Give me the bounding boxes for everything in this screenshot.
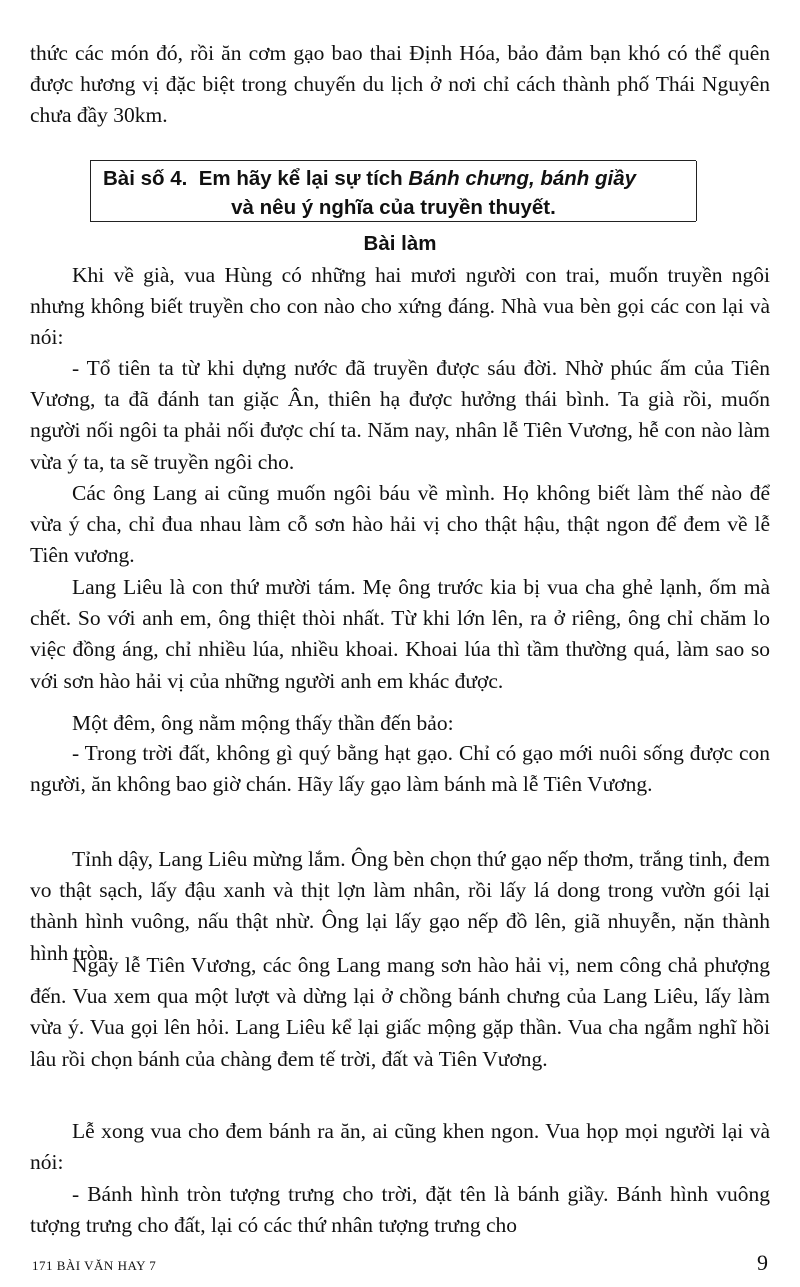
section-heading: Bài làm <box>363 232 437 255</box>
task-line-1 <box>103 166 696 192</box>
paragraph: - Trong trời đất, không gì quý bằng hạt gạo. Chỉ có gạo mới nuôi sống được con người, ăn không bao giờ chán. Hãy lấy gạo làm bánh mà lễ Tiên Vương. <box>30 741 770 797</box>
paragraph: Lang Liêu là con thứ mười tám. Mẹ ông trước kia bị vua cha ghẻ lạnh, ốm mà chết. So với anh em, ông thiệt thòi nhất. Từ khi lớn lên, ra ở riêng, ông chỉ chăm lo việc đồng áng, chỉ nhiều lúa, nhiều khoai. Khoai lúa thì tầm thường quá, làm sao so với sơn hào hải vị của những người anh em khác được. <box>30 575 770 693</box>
footer-book-title: 171 BÀI VĂN HAY 7 <box>32 1258 157 1273</box>
paragraph: - Tổ tiên ta từ khi dựng nước đã truyền được sáu đời. Nhờ phúc ấm của Tiên Vương, ta đã đánh tan giặc Ân, thiên hạ được hưởng thái bình. Ta già rồi, muốn người nối ngôi ta phải nối được chí ta. Năm nay, nhân lễ Tiên Vương, hễ con nào làm vừa ý ta, ta sẽ truyền ngôi cho. <box>30 356 770 474</box>
paragraph: Tỉnh dậy, Lang Liêu mừng lắm. Ông bèn chọn thứ gạo nếp thơm, trắng tinh, đem vo thật sạch, lấy đậu xanh và thịt lợn làm nhân, rồi lấy lá dong trong vườn gói lại thành hình vuông, nấu thật nhừ. Ông lại lấy gạo nếp đồ lên, giã nhuyễn, nặn thành hình tròn. <box>30 847 770 965</box>
paragraph: Khi về già, vua Hùng có những hai mươi người con trai, muốn truyền ngôi nhưng không biết truyền cho con nào cho xứng đáng. Nhà vua bèn gọi các con lại và nói: <box>30 263 770 350</box>
task-box <box>90 160 696 222</box>
paragraph: - Bánh hình tròn tượng trưng cho trời, đặt tên là bánh giầy. Bánh hình vuông tượng trưng cho đất, lại có các thứ nhân tượng trưng cho <box>30 1182 770 1238</box>
task-label: Bài số 4. <box>103 167 188 190</box>
page-number: 9 <box>757 1250 768 1275</box>
paragraph: Ngày lễ Tiên Vương, các ông Lang mang sơn hào hải vị, nem công chả phượng đến. Vua xem qua một lượt và dừng lại ở chồng bánh chưng của Lang Liêu, lấy làm vừa ý. Vua gọi lên hỏi. Lang Liêu kể lại giấc mộng gặp thần. Vua cha ngẫm nghĩ hồi lâu rồi chọn bánh của chàng đem tế trời, đất và Tiên Vương. <box>30 953 770 1071</box>
task-prompt-start: Em hãy kể lại sự tích <box>198 167 403 190</box>
paragraph: Lễ xong vua cho đem bánh ra ăn, ai cũng khen ngon. Vua họp mọi người lại và nói: <box>30 1119 770 1175</box>
task-prompt-end: và nêu ý nghĩa của truyền thuyết. <box>231 196 556 219</box>
paragraph: Một đêm, ông nằm mộng thấy thần đến bảo: <box>72 711 454 735</box>
intro-paragraph: thức các món đó, rồi ăn cơm gạo bao thai Định Hóa, bảo đảm bạn khó có thể quên được hương vị đặc biệt trong chuyến du lịch ở nơi chỉ cách thành phố Thái Nguyên chưa đầy 30km. <box>30 41 770 128</box>
task-line-2 <box>91 195 696 221</box>
task-prompt-title: Bánh chưng, bánh giầy <box>408 167 637 190</box>
paragraph: Các ông Lang ai cũng muốn ngôi báu về mình. Họ không biết làm thế nào để vừa ý cha, chỉ đua nhau làm cỗ sơn hào hải vị cho thật hậu, thật ngon để đem về lễ Tiên vương. <box>30 481 770 568</box>
